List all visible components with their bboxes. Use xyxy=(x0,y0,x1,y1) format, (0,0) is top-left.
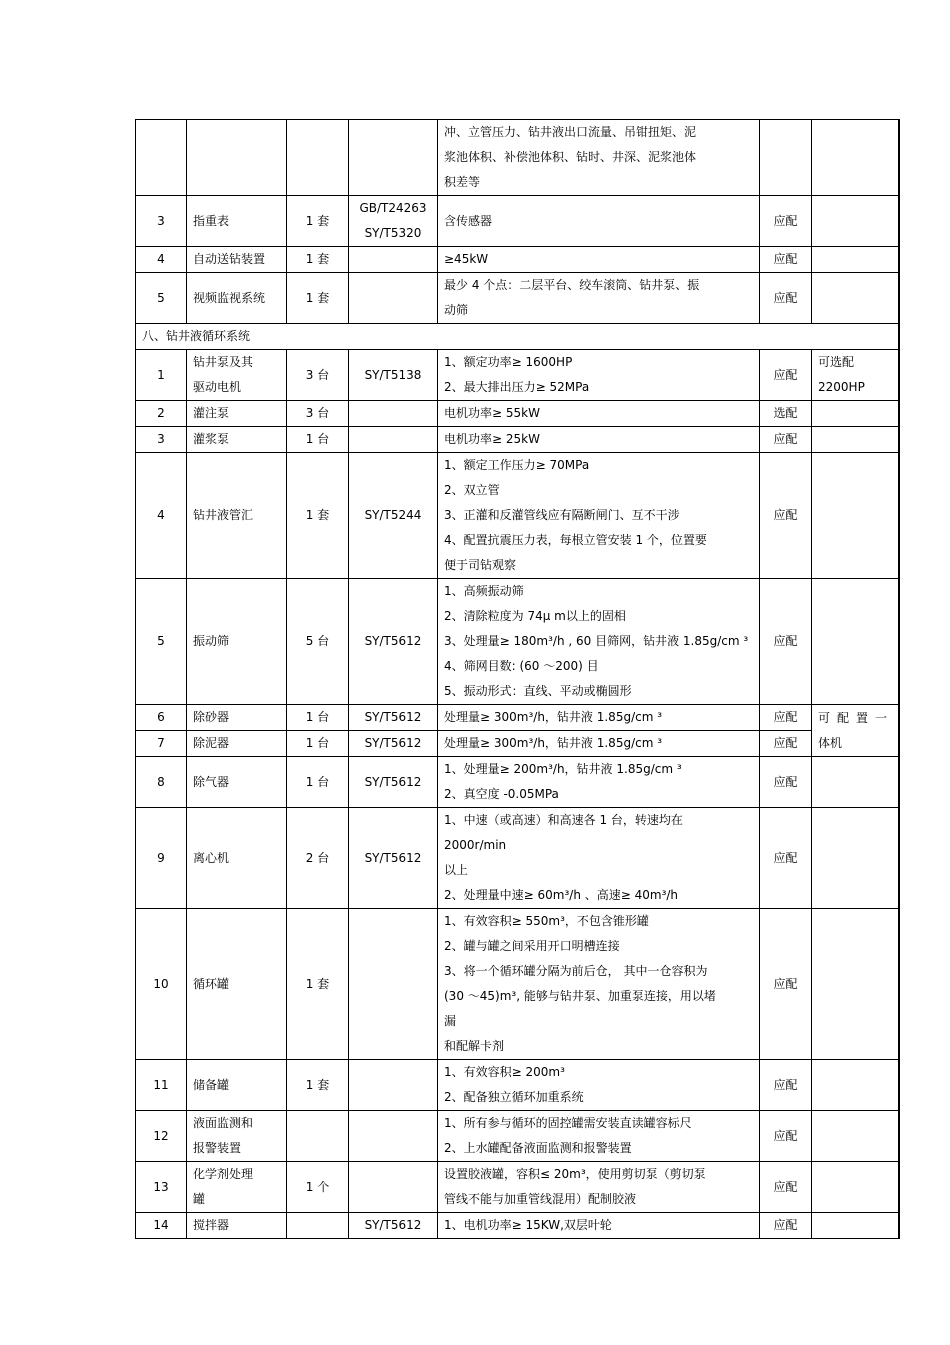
item-requirement-line: 漏 xyxy=(444,1014,457,1028)
item-requirement xyxy=(438,579,760,705)
item-config: 应配 xyxy=(760,196,812,247)
item-requirement-line: 2000r/min xyxy=(444,838,507,852)
item-requirement xyxy=(438,350,760,401)
item-note-line: 2200HP xyxy=(818,380,865,394)
item-config: 应配 xyxy=(760,909,812,1060)
item-name-line: 搅拌器 xyxy=(193,1218,230,1232)
row-number: 4 xyxy=(136,453,187,579)
item-note xyxy=(812,1213,899,1239)
item-name-line: 报警装置 xyxy=(193,1141,242,1155)
item-standard xyxy=(349,120,438,196)
table-row xyxy=(136,273,899,324)
item-quantity: 1 台 xyxy=(287,757,349,808)
item-standard: SY/T5612 xyxy=(349,757,438,808)
item-requirement xyxy=(438,453,760,579)
item-requirement-line: 3、正灌和反灌管线应有隔断闸门、互不干涉 xyxy=(444,508,680,522)
item-standard xyxy=(349,1111,438,1162)
item-quantity xyxy=(287,120,349,196)
item-standard: SY/T5612 xyxy=(349,579,438,705)
item-requirement xyxy=(438,1162,760,1213)
item-requirement-line: 便于司钻观察 xyxy=(444,558,517,572)
row-number: 11 xyxy=(136,1060,187,1111)
item-name xyxy=(187,705,287,731)
item-requirement-line: 设置胶液罐，容积≤ 20m³，使用剪切泵（剪切泵 xyxy=(444,1167,706,1181)
item-name xyxy=(187,453,287,579)
item-name xyxy=(187,909,287,1060)
item-requirement-line: 处理量≥ 300m³/h，钻井液 1.85g/cm ³ xyxy=(444,736,663,750)
row-number: 1 xyxy=(136,350,187,401)
item-requirement-line: 2、清除粒度为 74μ m以上的固相 xyxy=(444,609,626,623)
item-name-line: 液面监测和 xyxy=(193,1116,254,1130)
item-requirement-line: 电机功率≥ 55kW xyxy=(444,406,540,420)
item-quantity xyxy=(287,1111,349,1162)
item-standard-line: SY/T5320 xyxy=(364,226,422,240)
item-standard xyxy=(349,1162,438,1213)
item-quantity: 1 个 xyxy=(287,1162,349,1213)
item-note xyxy=(812,350,899,401)
item-standard xyxy=(349,196,438,247)
item-name xyxy=(187,401,287,427)
table-row xyxy=(136,1162,899,1213)
table-row xyxy=(136,1213,899,1239)
item-requirement-line: 2、上水罐配备液面监测和报警装置 xyxy=(444,1141,632,1155)
table-row xyxy=(136,579,899,705)
item-requirement-line: 1、处理量≥ 200m³/h，钻井液 1.85g/cm ³ xyxy=(444,762,682,776)
item-requirement xyxy=(438,705,760,731)
item-standard: SY/T5138 xyxy=(349,350,438,401)
item-requirement xyxy=(438,1111,760,1162)
item-standard: SY/T5612 xyxy=(349,731,438,757)
row-number: 3 xyxy=(136,196,187,247)
table-row xyxy=(136,120,899,196)
item-quantity: 3 台 xyxy=(287,350,349,401)
item-requirement-line: 2、配备独立循环加重系统 xyxy=(444,1090,584,1104)
item-requirement-line: 以上 xyxy=(444,863,469,877)
table-row xyxy=(136,247,899,273)
item-requirement-line: 电机功率≥ 25kW xyxy=(444,432,540,446)
item-standard: SY/T5612 xyxy=(349,705,438,731)
item-name: 自动送钻装置 xyxy=(187,247,287,273)
item-note xyxy=(812,453,899,579)
item-name xyxy=(187,757,287,808)
table-row xyxy=(136,1111,899,1162)
item-name: 指重表 xyxy=(187,196,287,247)
item-standard xyxy=(349,401,438,427)
row-number: 6 xyxy=(136,705,187,731)
item-requirement-line: 3、将一个循环罐分隔为前后仓， 其中一仓容积为 xyxy=(444,964,708,978)
item-quantity xyxy=(287,1213,349,1239)
item-name-line: 离心机 xyxy=(193,850,230,865)
item-name-line: 除泥器 xyxy=(193,736,230,750)
item-requirement xyxy=(438,1060,760,1111)
item-name-line: 振动筛 xyxy=(193,634,230,648)
item-note xyxy=(812,120,899,196)
item-requirement-line: 管线不能与加重管线混用）配制胶液 xyxy=(444,1192,637,1206)
item-note xyxy=(812,1111,899,1162)
item-config: 应配 xyxy=(760,1162,812,1213)
row-number xyxy=(136,120,187,196)
item-requirement-line: 1、高频振动筛 xyxy=(444,584,524,598)
item-note xyxy=(812,1060,899,1111)
item-standard-line: GB/T24263 xyxy=(359,201,427,215)
item-requirement-line: 冲、立管压力、钻井液出口流量、吊钳扭矩、泥 xyxy=(444,125,697,139)
row-number: 5 xyxy=(136,579,187,705)
item-name-line: 循环罐 xyxy=(193,976,230,991)
item-note xyxy=(812,427,899,453)
row-number: 5 xyxy=(136,273,187,324)
item-requirement-line: 5、振动形式：直线、平动或椭圆形 xyxy=(444,684,632,698)
item-requirement-line: 1、有效容积≥ 200m³ xyxy=(444,1065,565,1079)
item-config: 应配 xyxy=(760,273,812,324)
item-name xyxy=(187,808,287,909)
item-requirement xyxy=(438,196,760,247)
row-number: 8 xyxy=(136,757,187,808)
item-requirement xyxy=(438,401,760,427)
row-number: 9 xyxy=(136,808,187,909)
table-row xyxy=(136,350,899,401)
row-number: 10 xyxy=(136,909,187,1060)
table-row xyxy=(136,1060,899,1111)
item-name xyxy=(187,1162,287,1213)
item-standard xyxy=(349,273,438,324)
item-note xyxy=(812,196,899,247)
item-requirement-line: 处理量≥ 300m³/h，钻井液 1.85g/cm ³ xyxy=(444,710,663,724)
item-quantity: 1 台 xyxy=(287,705,349,731)
item-name xyxy=(187,579,287,705)
item-note xyxy=(812,579,899,705)
item-requirement-line: 含传感器 xyxy=(444,213,493,228)
item-standard xyxy=(349,427,438,453)
item-requirement xyxy=(438,757,760,808)
item-note-line: 可配置一 xyxy=(818,710,895,725)
item-requirement-line: 2、罐与罐之间采用开口明槽连接 xyxy=(444,939,620,953)
item-requirement-line: (30 ～45)m³, 能够与钻井泵、加重泵连接，用以堵 xyxy=(444,989,716,1003)
item-config: 应配 xyxy=(760,1213,812,1239)
table-row xyxy=(136,427,899,453)
item-requirement xyxy=(438,247,760,273)
item-config: 应配 xyxy=(760,427,812,453)
item-quantity: 1 台 xyxy=(287,427,349,453)
item-requirement-line: 1、额定工作压力≥ 70MPa xyxy=(444,458,590,472)
item-quantity: 3 台 xyxy=(287,401,349,427)
item-name-line: 驱动电机 xyxy=(193,380,242,394)
item-name xyxy=(187,1111,287,1162)
item-name-line: 灌浆泵 xyxy=(193,432,230,446)
row-number: 13 xyxy=(136,1162,187,1213)
item-name-line: 钻井泵及其 xyxy=(193,355,254,369)
item-requirement-line: 4、筛网目数: (60 ～200) 目 xyxy=(444,659,599,673)
item-standard xyxy=(349,247,438,273)
item-note xyxy=(812,1162,899,1213)
equipment-table xyxy=(135,119,900,1239)
item-requirement-line: 2、最大排出压力≥ 52MPa xyxy=(444,380,590,394)
item-requirement-line: 1、所有参与循环的固控罐需安装直读罐容标尺 xyxy=(444,1116,692,1130)
item-name: 视频监视系统 xyxy=(187,273,287,324)
item-note xyxy=(812,757,899,808)
item-standard: SY/T5612 xyxy=(349,1213,438,1239)
item-requirement-line: 浆池体积、补偿池体积、钻时、井深、泥浆池体 xyxy=(444,150,697,164)
item-quantity: 1 套 xyxy=(287,196,349,247)
item-standard: SY/T5244 xyxy=(349,453,438,579)
row-number: 3 xyxy=(136,427,187,453)
item-name xyxy=(187,350,287,401)
table-row xyxy=(136,731,899,757)
section-title: 八、钻井液循环系统 xyxy=(136,324,899,350)
item-config: 选配 xyxy=(760,401,812,427)
table-row xyxy=(136,757,899,808)
item-standard xyxy=(349,909,438,1060)
row-number: 14 xyxy=(136,1213,187,1239)
item-requirement-line: 和配解卡剂 xyxy=(444,1039,505,1053)
item-quantity: 1 套 xyxy=(287,273,349,324)
item-requirement-line: 2、双立管 xyxy=(444,483,500,497)
item-name xyxy=(187,120,287,196)
item-config: 应配 xyxy=(760,247,812,273)
item-requirement-line: 4、配置抗震压力表，每根立管安装 1 个，位置要 xyxy=(444,533,707,547)
item-note-line: 可选配 xyxy=(818,355,855,369)
item-config: 应配 xyxy=(760,579,812,705)
item-quantity: 1 套 xyxy=(287,453,349,579)
item-config: 应配 xyxy=(760,757,812,808)
table-row xyxy=(136,909,899,1060)
item-requirement xyxy=(438,808,760,909)
item-note xyxy=(812,273,899,324)
row-number: 2 xyxy=(136,401,187,427)
item-quantity: 1 套 xyxy=(287,1060,349,1111)
item-requirement xyxy=(438,731,760,757)
item-name xyxy=(187,1060,287,1111)
table-row xyxy=(136,453,899,579)
item-name-line: 灌注泵 xyxy=(193,406,230,420)
item-name xyxy=(187,427,287,453)
table-row xyxy=(136,196,899,247)
item-config: 应配 xyxy=(760,1060,812,1111)
item-requirement xyxy=(438,273,760,324)
item-standard: SY/T5612 xyxy=(349,808,438,909)
row-number: 4 xyxy=(136,247,187,273)
table-row xyxy=(136,401,899,427)
item-name-line: 化学剂处理 xyxy=(193,1167,254,1181)
item-note xyxy=(812,705,899,757)
table-row xyxy=(136,324,899,350)
item-requirement-line: 动筛 xyxy=(444,303,469,317)
item-requirement-line: 3、处理量≥ 180m³/h , 60 目筛网，钻井液 1.85g/cm ³ xyxy=(444,634,749,648)
item-standard xyxy=(349,1060,438,1111)
item-quantity: 5 台 xyxy=(287,579,349,705)
item-config: 应配 xyxy=(760,731,812,757)
item-config: 应配 xyxy=(760,453,812,579)
item-requirement-line: 2、处理量中速≥ 60m³/h 、高速≥ 40m³/h xyxy=(444,888,679,902)
item-quantity: 2 台 xyxy=(287,808,349,909)
item-requirement-line: 最少 4 个点：二层平台、绞车滚筒、钻井泵、振 xyxy=(444,278,700,292)
item-requirement xyxy=(438,427,760,453)
item-requirement-line: ≥45kW xyxy=(444,252,489,266)
item-name-line: 罐 xyxy=(193,1192,206,1206)
item-requirement xyxy=(438,909,760,1060)
item-requirement-line: 2、真空度 -0.05MPa xyxy=(444,787,559,801)
item-note xyxy=(812,247,899,273)
item-name-line: 除气器 xyxy=(193,774,230,789)
item-name-line: 除砂器 xyxy=(193,710,230,724)
item-quantity: 1 套 xyxy=(287,909,349,1060)
item-requirement-line: 积差等 xyxy=(444,175,481,189)
item-config: 应配 xyxy=(760,350,812,401)
item-config: 应配 xyxy=(760,808,812,909)
item-config: 应配 xyxy=(760,705,812,731)
row-number: 7 xyxy=(136,731,187,757)
item-note-line: 体机 xyxy=(818,735,843,750)
item-requirement-line: 1、额定功率≥ 1600HP xyxy=(444,355,573,369)
item-name-line: 储备罐 xyxy=(193,1077,230,1092)
item-note xyxy=(812,909,899,1060)
item-note xyxy=(812,808,899,909)
table-row xyxy=(136,705,899,731)
item-requirement xyxy=(438,120,760,196)
item-requirement xyxy=(438,1213,760,1239)
item-name-line: 钻井液管汇 xyxy=(193,508,254,522)
item-name xyxy=(187,1213,287,1239)
item-quantity: 1 套 xyxy=(287,247,349,273)
item-requirement-line: 1、中速（或高速）和高速各 1 台，转速均在 xyxy=(444,813,683,827)
item-quantity: 1 台 xyxy=(287,731,349,757)
item-config: 应配 xyxy=(760,1111,812,1162)
item-config xyxy=(760,120,812,196)
item-requirement-line: 1、电机功率≥ 15KW,双层叶轮 xyxy=(444,1218,612,1232)
table-row xyxy=(136,808,899,909)
item-name xyxy=(187,731,287,757)
row-number: 12 xyxy=(136,1111,187,1162)
item-requirement-line: 1、有效容积≥ 550m³，不包含锥形罐 xyxy=(444,914,649,928)
item-note xyxy=(812,401,899,427)
